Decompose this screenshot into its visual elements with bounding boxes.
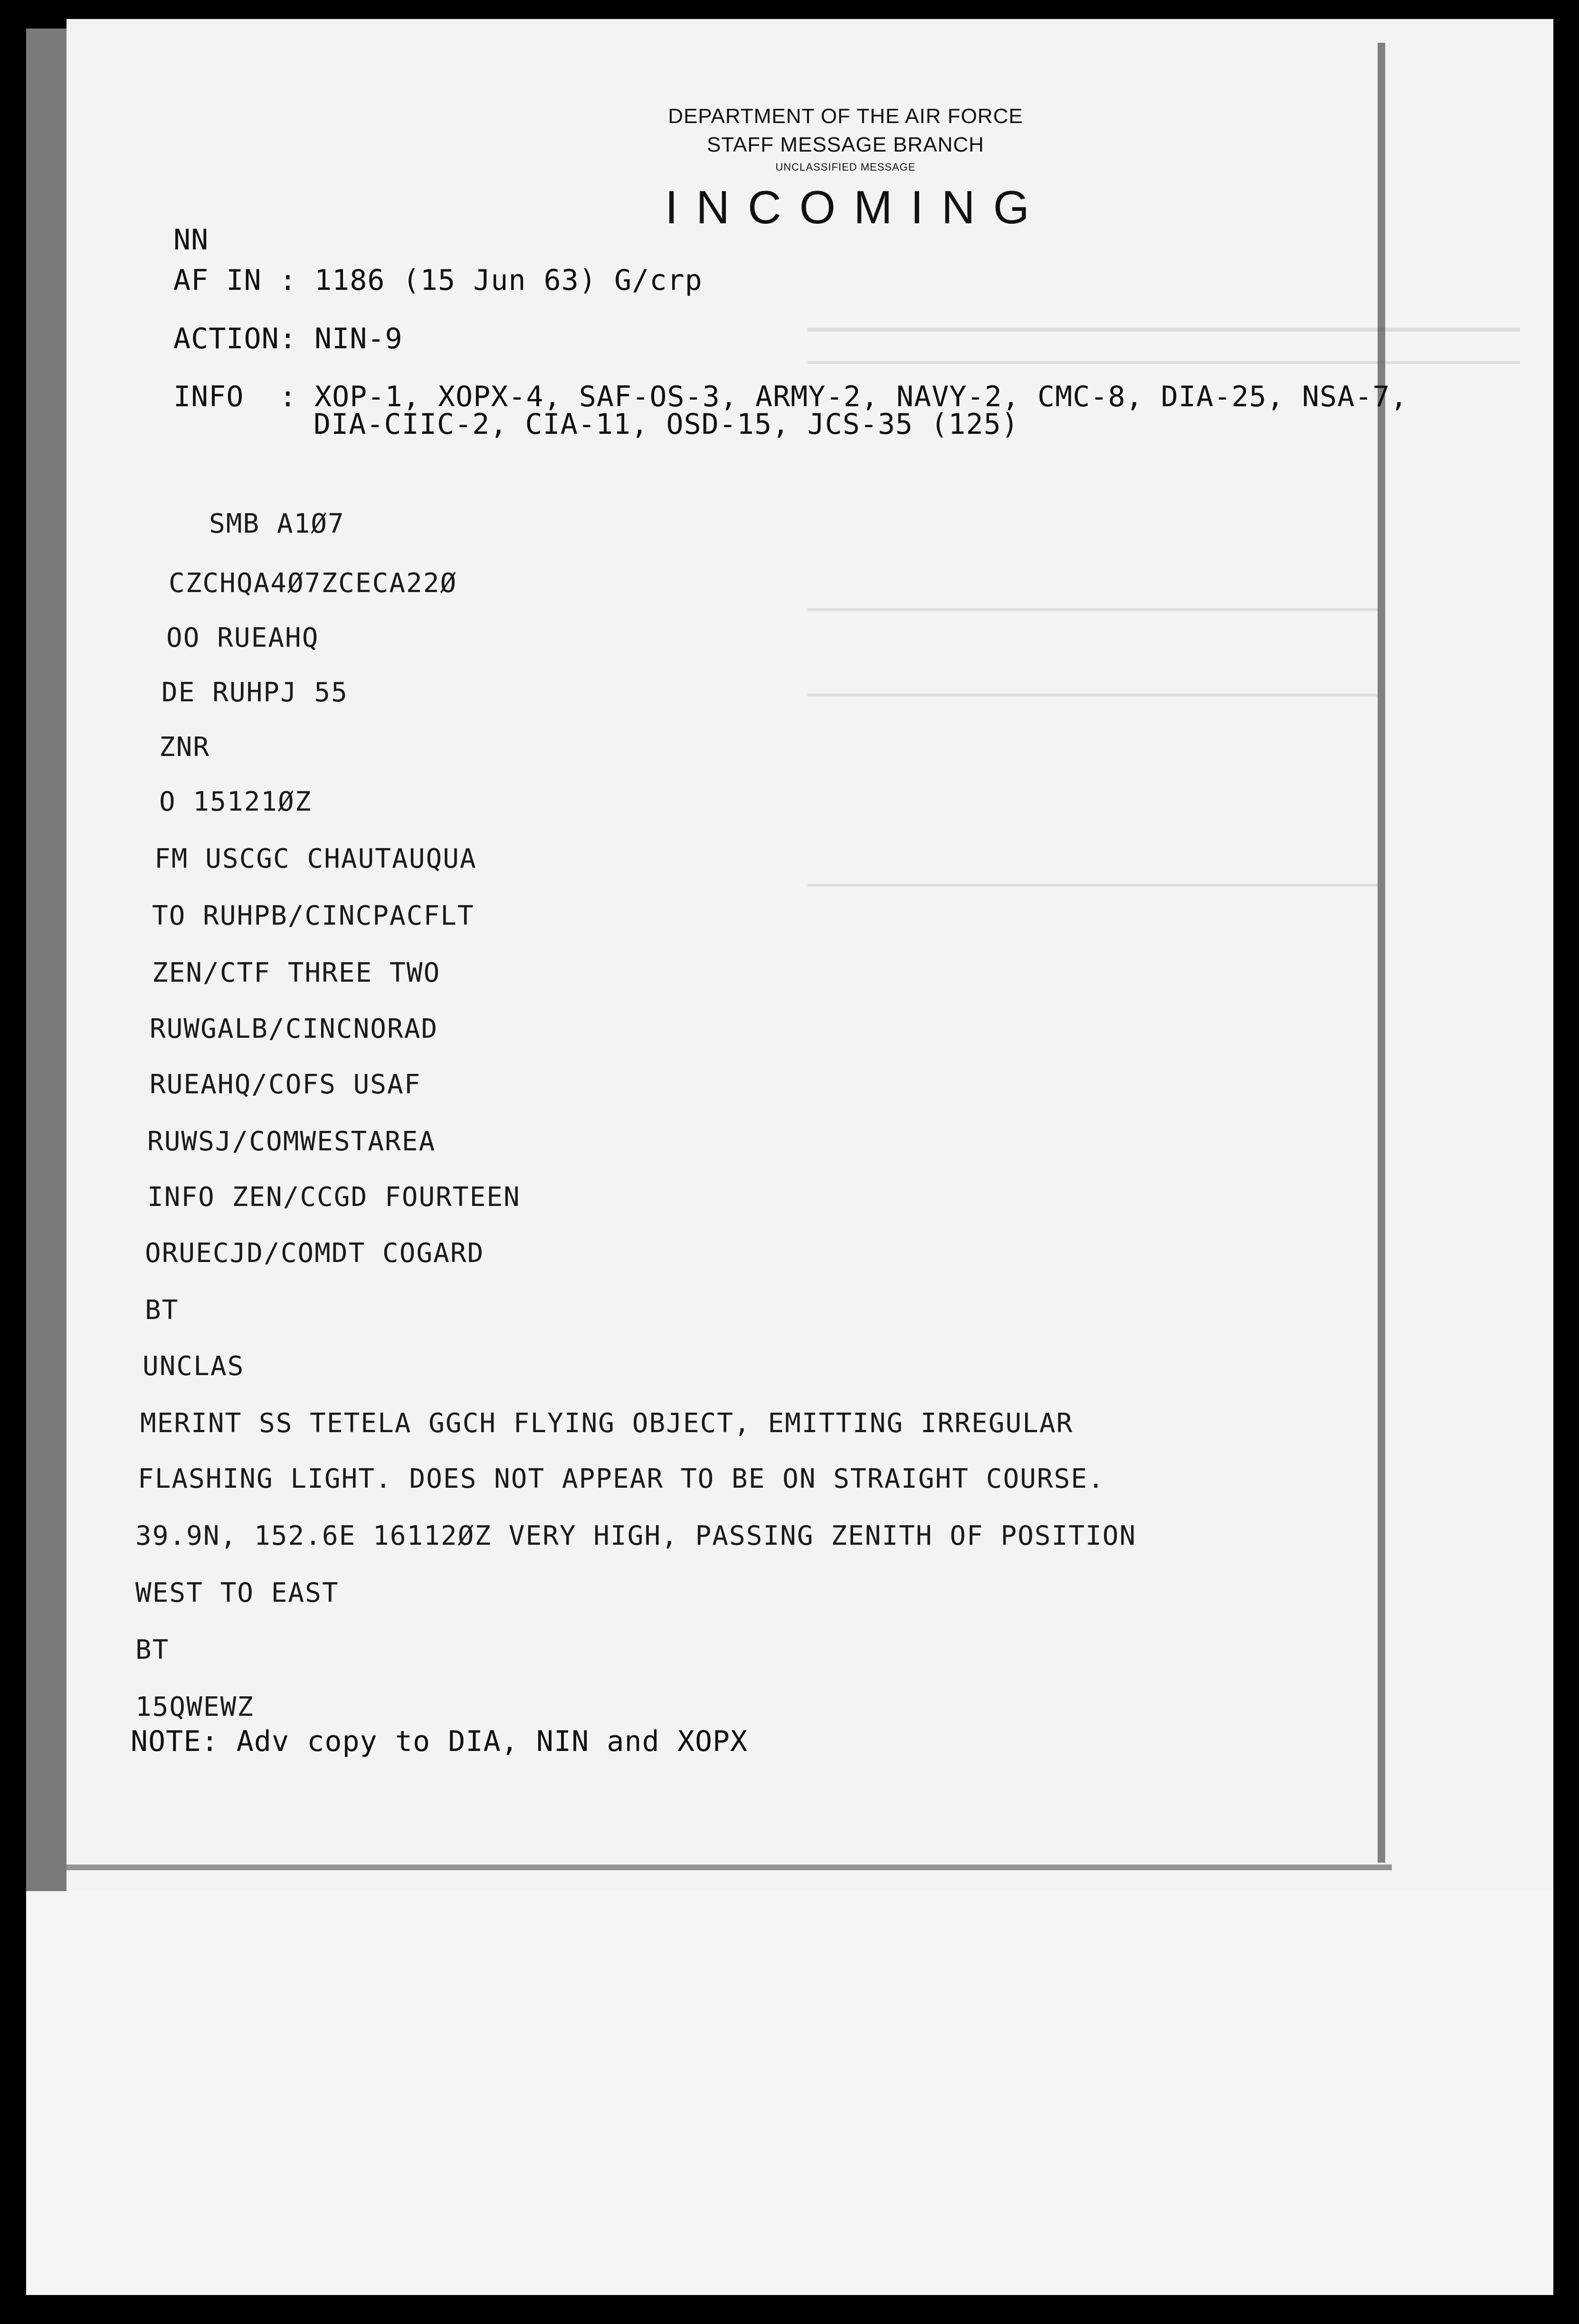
document-header — [646, 102, 1045, 175]
message-line: DE RUHPJ 55 — [162, 677, 348, 708]
message-line: O 15121ØZ — [159, 786, 312, 817]
document-sheet — [67, 19, 1553, 1891]
sheet-left-edge — [26, 29, 69, 1891]
distribution-note: NOTE: Adv copy to DIA, NIN and XOPX — [131, 1725, 748, 1758]
bleed-through-mark — [808, 361, 1520, 364]
message-line: UNCLAS — [143, 1351, 245, 1382]
message-line: TO RUHPB/CINCPACFLT — [152, 900, 475, 931]
message-line: MERINT SS TETELA GGCH FLYING OBJECT, EMITTING IRREGULAR — [140, 1408, 1074, 1439]
nn-marker: NN — [173, 223, 209, 257]
branch-title: STAFF MESSAGE BRANCH — [707, 133, 984, 156]
message-line: CZCHQA4Ø7ZCECA22Ø — [169, 568, 457, 599]
message-line: INFO ZEN/CCGD FOURTEEN — [147, 1182, 521, 1213]
af-in-line: AF IN : 1186 (15 Jun 63) G/crp — [173, 264, 703, 297]
classification-label: UNCLASSIFIED MESSAGE — [775, 161, 916, 173]
message-line: ZNR — [159, 732, 210, 763]
message-line: 15QWEWZ — [135, 1692, 255, 1722]
message-line: BT — [145, 1295, 179, 1326]
message-line: OO RUEAHQ — [166, 622, 319, 653]
message-line: ZEN/CTF THREE TWO — [152, 957, 441, 988]
sheet-right-border — [1378, 43, 1385, 1863]
page-title: INCOMING — [665, 181, 1047, 233]
info-line-2: DIA-CIIC-2, CIA-11, OSD-15, JCS-35 (125) — [314, 408, 1019, 441]
action-line: ACTION: NIN-9 — [173, 322, 403, 355]
lower-blank-sheet — [26, 1891, 1553, 2295]
message-line: RUEAHQ/COFS USAF — [150, 1069, 421, 1100]
info-line-1: INFO : XOP-1, XOPX-4, SAF-OS-3, ARMY-2, NAVY-2, CMC-8, DIA-25, NSA-7, — [173, 380, 1408, 413]
message-line: WEST TO EAST — [135, 1578, 339, 1608]
message-line: FM USCGC CHAUTAUQUA — [154, 843, 477, 874]
bleed-through-mark — [808, 328, 1520, 332]
message-line: RUWGALB/CINCNORAD — [150, 1014, 438, 1044]
message-line: FLASHING LIGHT. DOES NOT APPEAR TO BE ON STRAIGHT COURSE. — [138, 1463, 1105, 1494]
department-title: DEPARTMENT OF THE AIR FORCE — [668, 105, 1023, 128]
message-line: SMB A1Ø7 — [209, 508, 345, 539]
message-line: BT — [135, 1635, 170, 1665]
message-line: ORUECJD/COMDT COGARD — [145, 1238, 485, 1269]
bleed-through-mark — [808, 608, 1378, 611]
message-line: 39.9N, 152.6E 16112ØZ VERY HIGH, PASSING ZENITH OF POSITION — [135, 1521, 1137, 1551]
bleed-through-mark — [808, 884, 1378, 887]
bleed-through-mark — [808, 694, 1378, 697]
sheet-bottom-border — [67, 1865, 1392, 1870]
message-line: RUWSJ/COMWESTAREA — [147, 1126, 436, 1157]
